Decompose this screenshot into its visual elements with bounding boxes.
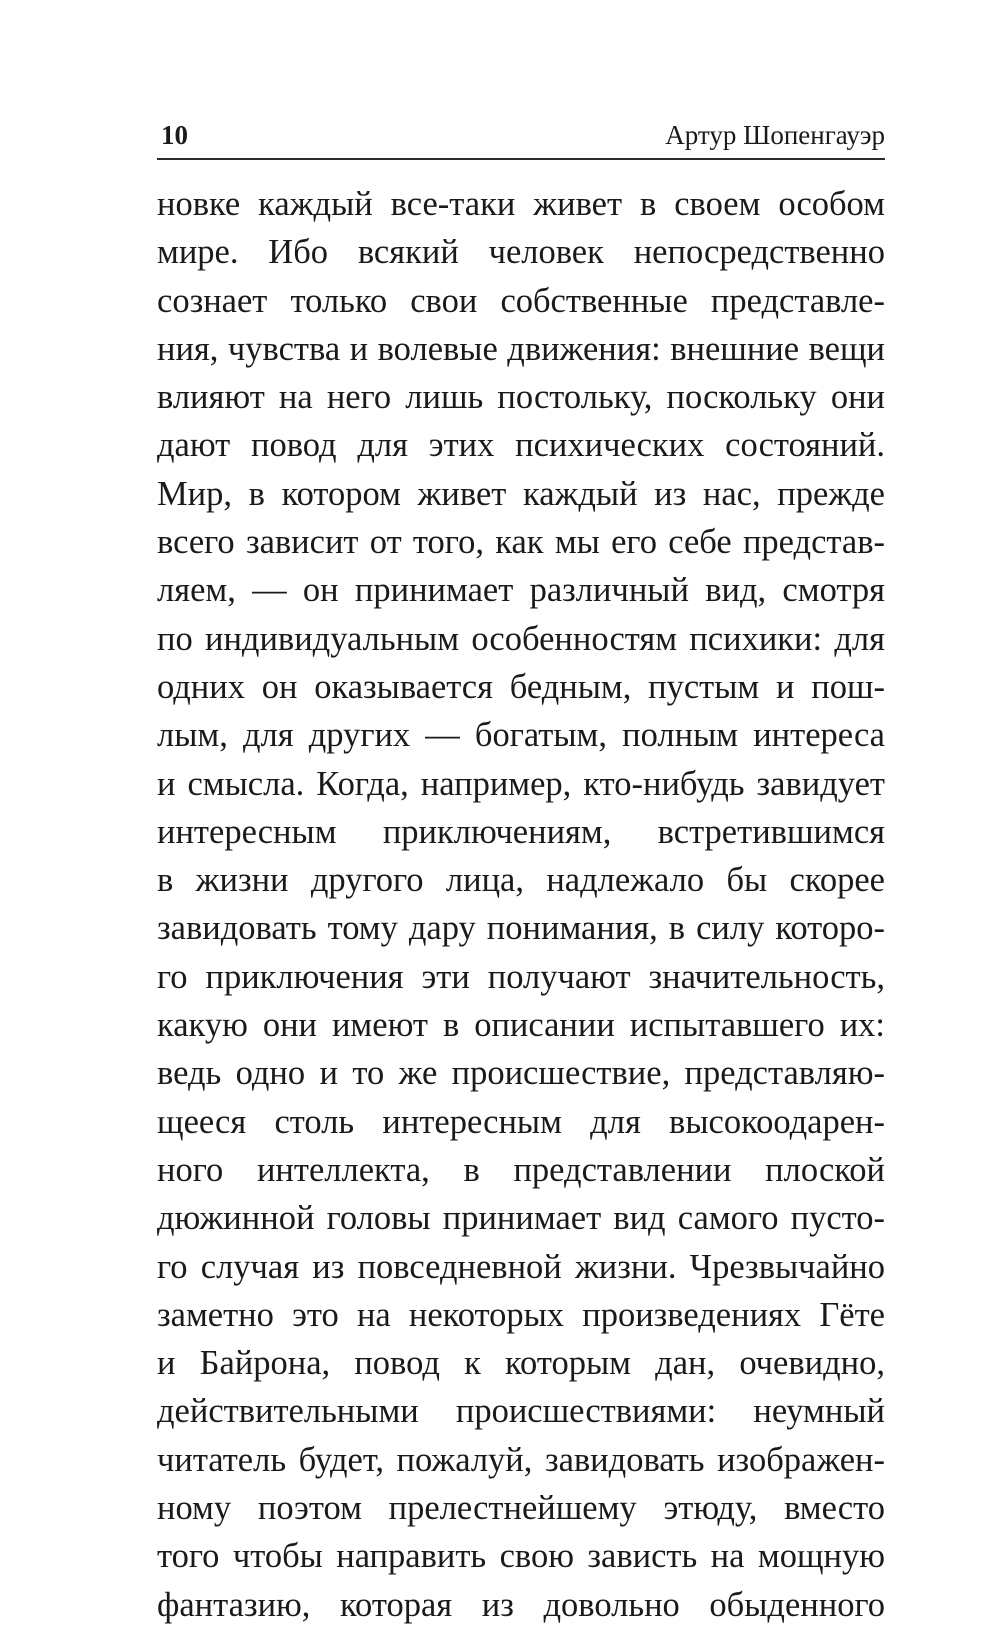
body-text [157, 180, 885, 1629]
text-line: фантазию, которая из довольно обыденного [157, 1585, 885, 1624]
text-line: завидовать тому дару понимания, в силу которо- [157, 909, 885, 948]
text-line: читатель будет, пожалуй, завидовать изображен- [157, 1440, 885, 1479]
text-line: одних он оказывается бедным, пустым и пош- [157, 667, 885, 706]
text-line: в жизни другого лица, надлежало бы скорее [157, 861, 885, 900]
running-head [157, 118, 885, 160]
text-line: дюжинной головы принимает вид самого пусто- [157, 1199, 885, 1238]
text-line: всего зависит от того, как мы его себе представ- [157, 523, 885, 562]
text-line: мире. Ибо всякий человек непосредственно [157, 233, 885, 272]
text-line: и Байрона, повод к которым дан, очевидно, [157, 1344, 885, 1383]
text-line: ного интеллекта, в представлении плоской [157, 1150, 885, 1189]
text-line: ному поэтом прелестнейшему этюду, вместо [157, 1489, 885, 1528]
text-line: щееся столь интересным для высокоодарен- [157, 1102, 885, 1141]
page-number: 10 [161, 120, 188, 150]
text-line: по индивидуальным особенностям психики: для [157, 619, 885, 658]
text-line: Мир, в котором живет каждый из нас, прежде [157, 474, 885, 513]
text-line: новке каждый все-таки живет в своем особом [157, 185, 885, 223]
text-line: влияют на него лишь постольку, поскольку они [157, 378, 885, 417]
text-line: го случая из повседневной жизни. Чрезвычайно [157, 1247, 885, 1286]
text-line: какую они имеют в описании испытавшего их: [157, 1006, 885, 1045]
text-line: действительными происшествиями: неумный [157, 1392, 885, 1431]
text-line: го приключения эти получают значительность, [157, 957, 885, 996]
running-title-author: Артур Шопенгауэр [665, 120, 885, 150]
text-line: сознает только свои собственные представле- [157, 281, 885, 320]
text-line: ляем, — он принимает различный вид, смотря [157, 571, 885, 610]
text-line: и смысла. Когда, например, кто-нибудь завидует [157, 764, 885, 803]
text-line: ведь одно и то же происшествие, представляю- [157, 1054, 885, 1093]
text-line: интересным приключениям, встретившимся [157, 812, 885, 851]
text-line: ния, чувства и волевые движения: внешние вещи [157, 329, 885, 368]
text-line: дают повод для этих психических состояний. [157, 426, 885, 465]
text-line: заметно это на некоторых произведениях Гёте [157, 1295, 885, 1334]
text-line: того чтобы направить свою зависть на мощную [157, 1537, 885, 1576]
text-line: лым, для других — богатым, полным интереса [157, 716, 885, 755]
